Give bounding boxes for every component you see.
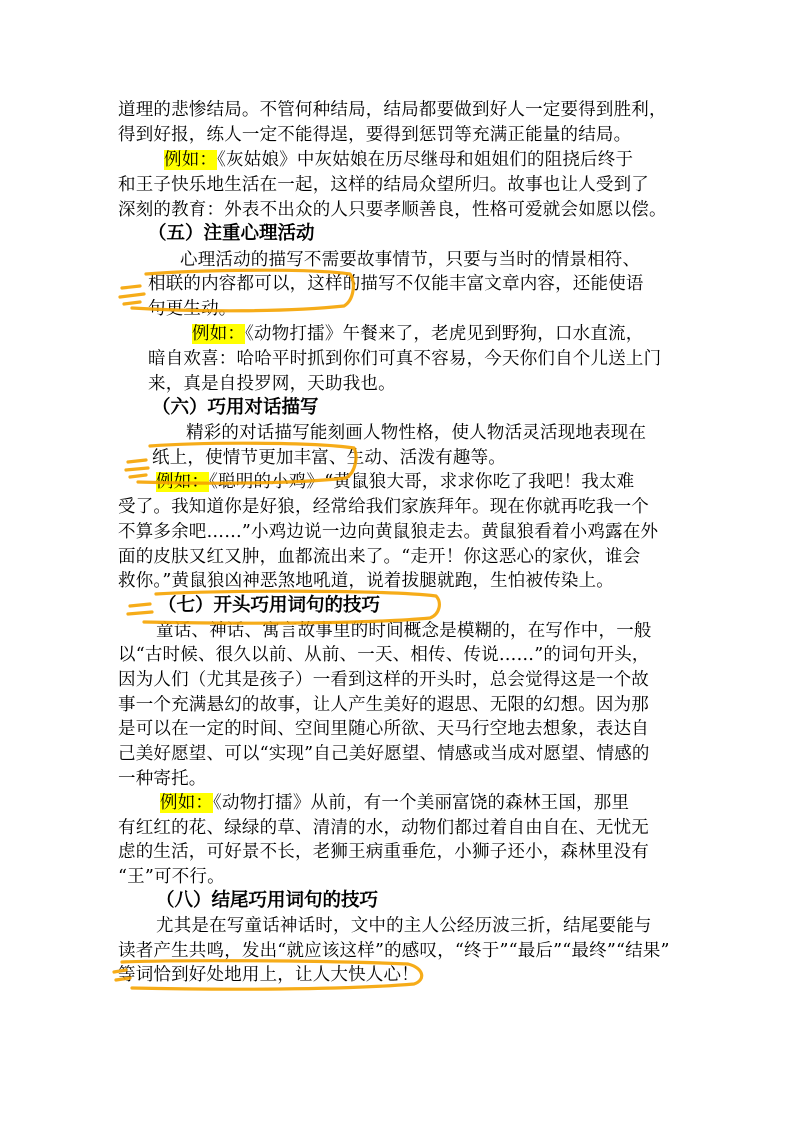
example-line bbox=[164, 148, 633, 172]
example-line: 救你。”黄鼠狼凶神恶煞地吼道，说着拔腿就跑，生怕被传染上。 bbox=[118, 571, 614, 591]
example-text: 《动物打擂》从前，有一个美丽富饶的森林王国，那里 bbox=[213, 793, 630, 813]
paragraph-line: 纸上，使情节更加丰富、生动、活泼有趣等。 bbox=[152, 448, 506, 468]
example-text: 《动物打擂》午餐来了，老虎见到野狗，口水直流， bbox=[245, 324, 644, 344]
paragraph-line: 己美好愿望、可以“实现”自己美好愿望、情感或当成对愿望、情感的 bbox=[118, 744, 650, 764]
paragraph-line: 等词恰到好处地用上，让人大快人心！ bbox=[118, 965, 419, 985]
example-line bbox=[160, 791, 629, 815]
section-heading-5: （五）注重心理活动 bbox=[148, 223, 315, 244]
example-line: 虑的生活，可好景不长，老狮王病重垂危，小狮子还小，森林里没有 bbox=[118, 842, 649, 862]
example-text: 《聪明的小鸡》“黄鼠狼大哥，求求你吃了我吧！我太难 bbox=[209, 472, 635, 492]
paragraph-line: 是可以在一定的时间、空间里随心所欲、天马行空地去想象，表达自 bbox=[118, 719, 649, 739]
paragraph-line: 因为人们（尤其是孩子）一看到这样的开头时，总会觉得这是一个故 bbox=[118, 670, 649, 690]
paragraph-line: 以“古时候、很久以前、从前、一天、相传、传说……”的词句开头， bbox=[118, 645, 650, 665]
example-line: 面的皮肤又红又肿，血都流出来了。“走开！你这恶心的家伙，谁会 bbox=[118, 547, 641, 567]
example-line: “王”可不行。 bbox=[118, 867, 225, 887]
example-line bbox=[156, 470, 634, 494]
example-line: 和王子快乐地生活在一起，这样的结局众望所归。故事也让人受到了 bbox=[118, 175, 649, 195]
paragraph-line: 相联的内容都可以，这样的描写不仅能丰富文章内容，还能使语 bbox=[148, 274, 644, 294]
section-heading-7: （七）开头巧用词句的技巧 bbox=[158, 595, 381, 616]
example-line: 来，真是自投罗网，天助我也。 bbox=[148, 374, 396, 394]
paragraph-line: 尤其是在写童话神话时，文中的主人公经历波三折，结尾要能与 bbox=[156, 916, 652, 936]
example-line: 深刻的教育：外表不出众的人只要孝顺善良，性格可爱就会如愿以偿。 bbox=[118, 200, 667, 220]
example-label-highlight: 例如： bbox=[164, 150, 218, 170]
example-line: 受了。我知道你是好狼，经常给我们家族拜年。现在你就再吃我一个 bbox=[118, 497, 649, 517]
example-line: 暗自欢喜：哈哈平时抓到你们可真不容易，今天你们自个儿送上门 bbox=[148, 349, 662, 369]
paragraph-line: 童话、神话、寓言故事里的时间概念是模糊的，在写作中，一般 bbox=[156, 621, 652, 641]
example-line bbox=[192, 322, 643, 346]
example-text: 《灰姑娘》中灰姑娘在历尽继母和姐姐们的阻挠后终于 bbox=[217, 150, 634, 170]
example-label-highlight: 例如： bbox=[160, 793, 214, 813]
example-label-highlight: 例如： bbox=[192, 324, 246, 344]
example-line: 不算多余吧……”小鸡边说一边向黄鼠狼走去。黄鼠狼看着小鸡露在外 bbox=[118, 522, 659, 542]
section-heading-8: （八）结尾巧用词句的技巧 bbox=[156, 890, 379, 911]
paragraph-line: 读者产生共鸣，发出“就应该这样”的感叹，“终于”“最后”“最终”“结果” bbox=[118, 941, 670, 961]
paragraph-line: 一种寄托。 bbox=[118, 769, 207, 789]
example-line: 有红红的花、绿绿的草、清清的水，动物们都过着自由自在、无忧无 bbox=[118, 818, 649, 838]
paragraph-line: 心理活动的描写不需要故事情节，只要与当时的情景相符、 bbox=[180, 250, 641, 270]
paragraph-line: 得到好报，练人一定不能得逞，要得到惩罚等充满正能量的结局。 bbox=[118, 125, 632, 145]
paragraph-line: 精彩的对话描写能刻画人物性格，使人物活灵活现地表现在 bbox=[186, 423, 647, 443]
paragraph-line: 道理的悲惨结局。不管何种结局，结局都要做到好人一定要得到胜利， bbox=[118, 100, 667, 120]
paragraph-line: 事一个充满悬幻的故事，让人产生美好的遐思、无限的幻想。因为那 bbox=[118, 695, 649, 715]
section-heading-6: （六）巧用对话描写 bbox=[152, 397, 319, 418]
paragraph-line: 句更生动。 bbox=[148, 299, 237, 319]
example-label-highlight: 例如： bbox=[156, 472, 210, 492]
